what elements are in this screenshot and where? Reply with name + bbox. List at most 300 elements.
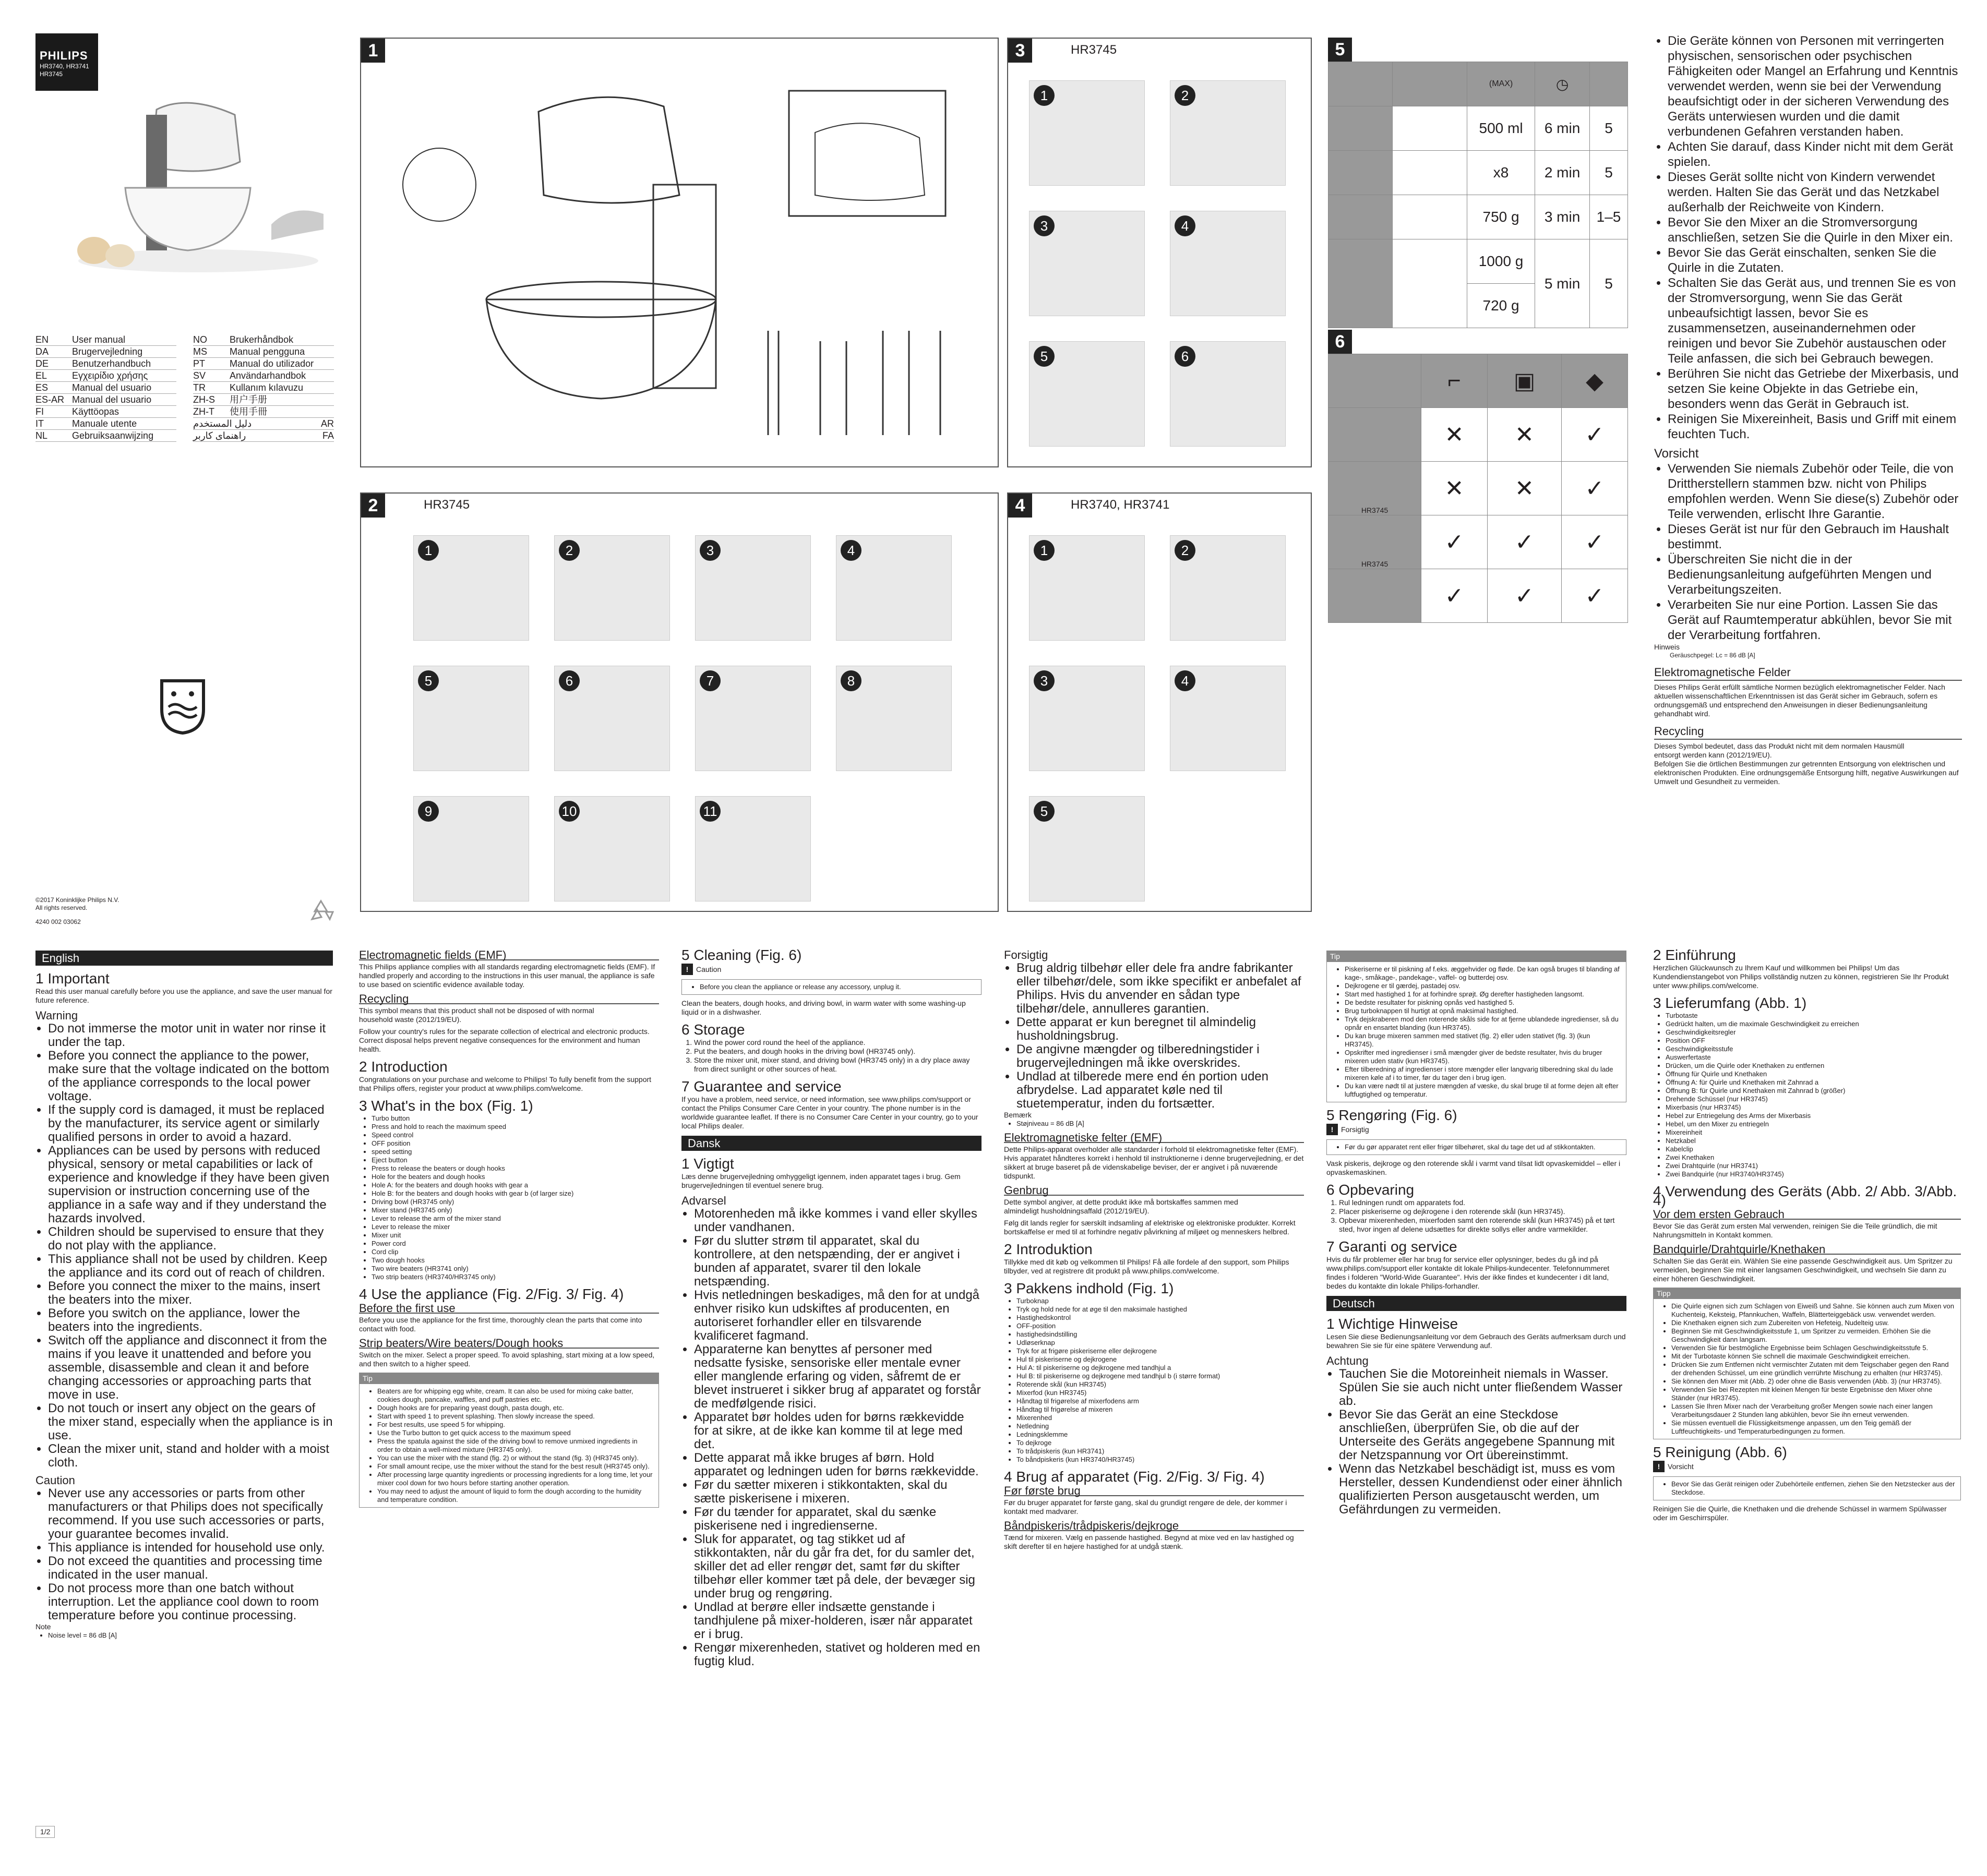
paragraph: Læs denne brugervejledning omhyggeligt igennem, inden apparatet tages i brug. Gem brugervejledningen til eventuel senere brug. — [681, 1172, 961, 1189]
list-item: • Lever to release the mixer — [372, 1223, 659, 1231]
speed: 5 — [1590, 151, 1628, 195]
caution-label: Caution — [696, 965, 722, 973]
list-item: • Motorenheden må ikke kommes i vand eller skylles under vandhanen. — [694, 1207, 981, 1234]
figure-number: 4 — [1008, 494, 1032, 518]
list-item: • To dejkroge — [1016, 1439, 1304, 1447]
amount: 1000 g — [1467, 239, 1535, 284]
check-icon: ✓ — [1488, 515, 1562, 569]
section-heading: Warning — [35, 1009, 78, 1022]
list-item: • Tauchen Sie die Motoreinheit niemals in Wasser. Spülen Sie sie auch nicht unter fließendem Wasser ab. — [1339, 1367, 1626, 1408]
list-item: • Zwei Bandquirle (nur HR3740/HR3745) — [1666, 1170, 1961, 1178]
cross-icon: ✕ — [1421, 408, 1488, 462]
list-item: 2. Put the beaters, and dough hooks in the driving bowl (HR3745 only). — [694, 1047, 981, 1056]
list-item: • Verarbeiten Sie nur eine Portion. Lassen Sie das Gerät auf Raumtemperatur abkühlen, bevor Sie mit der Verarbeitung fortfahren. — [1668, 597, 1962, 643]
tap-icon: ⌐ — [1421, 354, 1488, 408]
list-item: • Sie können den Mixer mit (Abb. 2) oder ohne die Basis verwenden (Abb. 3) (nur HR3745). — [1671, 1377, 1955, 1386]
lang-title: Manual pengguna — [230, 346, 305, 357]
list-item: • Speed control — [372, 1131, 659, 1139]
list-item: • Driving bowl (HR3745 only) — [372, 1198, 659, 1206]
list-item: • Zwei Drahtquirle (nur HR3741) — [1666, 1162, 1961, 1170]
list-item: • Use the Turbo button to get quick access to the maximum speed — [377, 1429, 653, 1437]
check-icon: ✓ — [1561, 569, 1627, 623]
language-bar: Dansk — [681, 1136, 981, 1151]
list-item: • Öffnung für Quirle und Knethaken — [1666, 1070, 1961, 1078]
list-item: • Undlad at berøre eller indsætte genstande i tandhjulene på mixer-holderen, især når apparatet er i brug. — [694, 1601, 981, 1641]
list-item: • Apparatet bør holdes uden for børns rækkevidde for at sikre, at de ikke kan komme til at lege med det. — [694, 1411, 981, 1451]
time: 3 min — [1535, 195, 1590, 239]
list-item: • Two strip beaters (HR3740/HR3745 only) — [372, 1273, 659, 1281]
note-heading: Note — [35, 1622, 51, 1631]
section-heading: Genbrug — [1004, 1186, 1304, 1196]
recycle-icon — [308, 898, 334, 924]
list-item: • Du kan bruge mixeren sammen med stativet (fig. 2) eller uden stativet (fig. 3) (kun HR3745). — [1345, 1032, 1621, 1049]
lang-code: NO — [193, 334, 207, 345]
tip-box — [359, 1373, 659, 1508]
mixer-stand-diagram — [382, 70, 977, 456]
list-item: • Hul B: til piskeriserne og dejkrogene med tandhjul b (i større format) — [1016, 1372, 1304, 1380]
list-item: • To trådpiskeris (kun HR3741) — [1016, 1447, 1304, 1456]
step-number: 9 — [418, 801, 439, 822]
list-item: • Hebel, um den Mixer zu entriegeln — [1666, 1120, 1961, 1128]
list-item: • Beaters are for whipping egg white, cream. It can also be used for mixing cake batter, cookies dough, pancake, waffles, and puff pastries etc. — [377, 1387, 653, 1404]
doc-number: 4240 002 03062 — [35, 918, 81, 925]
check-icon: ✓ — [1488, 569, 1562, 623]
list-item: • This appliance is intended for household use only. — [48, 1541, 333, 1555]
figure-model: HR3740, HR3741 — [1071, 498, 1170, 512]
paragraph: This Philips appliance complies with all standards regarding electromagnetic fields (EMF). If handled properly and according to the instructions in this user manual, the appliance is safe to use based on scientific evidence available today. — [359, 963, 655, 989]
section-heading: Caution — [35, 1474, 75, 1487]
list-item: • Tryk og hold nede for at øge til den maksimale hastighed — [1016, 1305, 1304, 1314]
list-item: 3. Opbevar mixerenheden, mixerfoden samt den roterende skål (kun HR3745) på et tørt sted, hvor ingen af delene udsættes for direkte sollys eller andre varmekilder. — [1339, 1216, 1626, 1234]
step-number: 2 — [1175, 540, 1195, 561]
lang-code: FA — [322, 430, 334, 441]
list-item: • This appliance shall not be used by children. Keep the appliance and its cord out of reach of children. — [48, 1253, 333, 1280]
tip-heading: Tip — [1327, 951, 1626, 962]
step-number: 4 — [1175, 670, 1195, 691]
paragraph: Before you use the appliance for the first time, thoroughly clean the parts that come into contact with food. — [359, 1316, 642, 1333]
german-safety-column — [1654, 33, 1962, 786]
list-item: • Rengør mixerenheden, stativet og holderen med en fugtig klud. — [694, 1641, 981, 1668]
list-item: • To båndpiskeris (kun HR3740/HR3745) — [1016, 1456, 1304, 1464]
lang-code: TR — [193, 382, 206, 393]
list-item: • You may need to adjust the amount of liquid to form the dough according to the humidity and temperature condition. — [377, 1487, 653, 1504]
paragraph: Lesen Sie diese Bedienungsanleitung vor dem Gebrauch des Geräts aufmerksam durch und bewahren Sie sie für eine spätere Verwendung auf. — [1326, 1332, 1626, 1350]
list-item: • Do not touch or insert any object on the gears of the mixer stand, especially when the appliance is in use. — [48, 1402, 333, 1442]
list-item: • Brug aldrig tilbehør eller dele fra andre fabrikanter eller tilbehør/dele, som ikke specifikt er anbefalet af Philips. Hvis du anvender en sådan type tilbehør/dele, annulleres garantien. — [1016, 961, 1304, 1016]
speed: 5 — [1590, 106, 1628, 151]
step-number: 1 — [418, 540, 439, 561]
list-item: • Du kan være nødt til at justere mængden af væske, du skal bruge til at forme dejen alt efter luftfugtighed og temperatur. — [1345, 1082, 1621, 1099]
lang-title: Användarhandbok — [230, 370, 306, 381]
list-item: • Before you clean the appliance or release any accessory, unplug it. — [700, 983, 976, 991]
paragraph: Før du bruger apparatet for første gang, skal du grundigt rengøre de dele, der kommer i kontakt med madvarer. — [1004, 1498, 1287, 1516]
list-item: • Håndtag til frigørelse af mixeren — [1016, 1405, 1304, 1414]
step-number: 5 — [1034, 346, 1055, 367]
paragraph: Tænd for mixeren. Vælg en passende hastighed. Begynd at mixe ved en lav hastighed og skift derefter til en højere hastighed for at undgå stænk. — [1004, 1533, 1294, 1550]
list-item: • Turbotaste — [1666, 1012, 1961, 1020]
list-item: • Drehende Schüssel (nur HR3745) — [1666, 1095, 1961, 1103]
lang-code: MS — [193, 346, 207, 357]
lang-code: PT — [193, 358, 206, 369]
list-item: • Berühren Sie nicht das Getriebe der Mixerbasis, und setzen Sie keine Objekte in das Getriebe ein, besonders wenn das Gerät in Gebrauch ist. — [1668, 366, 1962, 412]
lang-code: IT — [35, 418, 44, 429]
list-item: • Mixereinheit — [1666, 1128, 1961, 1137]
lang-title: Brugervejledning — [72, 346, 143, 357]
list-item: • Mixerenhed — [1016, 1414, 1304, 1422]
step-number: 2 — [1175, 85, 1195, 106]
paragraph: Befolgen Sie die örtlichen Bestimmungen zur getrennten Entsorgung von elektrischen und elektronischen Produkten. Eine ordnungsgemäße Entsorgung hilft, negative Auswirkungen auf Umwelt und Gesundheit zu vermeiden. — [1654, 760, 1959, 786]
note-heading: Bemærk — [1004, 1111, 1032, 1119]
section-heading: Elektromagnetische Felder — [1654, 665, 1962, 681]
list-item: • Før du gør apparatet rent eller frigør tilbehøret, skal du tage det ud af stikkontakten. — [1345, 1143, 1621, 1151]
step-number: 4 — [841, 540, 861, 561]
list-item: • Netzkabel — [1666, 1137, 1961, 1145]
list-item: • Dieses Gerät sollte nicht von Kindern verwendet werden. Halten Sie das Gerät und das Netzkabel außerhalb der Reichweite von Kindern. — [1668, 170, 1962, 215]
list-item: • Do not immerse the motor unit in water nor rinse it under the tap. — [48, 1022, 333, 1049]
figure-model: HR3745 — [1071, 43, 1117, 57]
list-item: • Two dough hooks — [372, 1256, 659, 1265]
section-heading: 3 Lieferumfang (Abb. 1) — [1653, 995, 1807, 1011]
step-number: 1 — [1034, 540, 1055, 561]
list-item: • For best results, use speed 5 for whipping. — [377, 1421, 653, 1429]
list-item: • Brug turboknappen til hurtigt at opnå maksimal hastighed. — [1345, 1007, 1621, 1015]
list-item: • Cord clip — [372, 1248, 659, 1256]
list-item: • Zwei Knethaken — [1666, 1153, 1961, 1162]
list-item: • Mixerbasis (nur HR3745) — [1666, 1103, 1961, 1112]
list-item: • Hebel zur Entriegelung des Arms der Mixerbasis — [1666, 1112, 1961, 1120]
mixer-product-photo — [63, 94, 334, 282]
list-item: • Die Quirle eignen sich zum Schlagen von Eiweiß und Sahne. Sie können auch zum Mixen von Kuchenteig, Keksteig, Pfannkuchen, Waffeln, Blätterteiggebäck usw. verwendet werden. — [1671, 1302, 1955, 1319]
figure-model: HR3745 — [424, 498, 470, 512]
list-item: 1. Wind the power cord round the heel of the appliance. — [694, 1038, 981, 1047]
lang-code: EL — [35, 370, 47, 381]
amount: 750 g — [1467, 195, 1535, 239]
section-heading: Båndpiskeris/trådpiskeris/dejkroge — [1004, 1521, 1304, 1531]
figure-2-panel — [360, 492, 999, 912]
step-number: 8 — [841, 670, 861, 691]
check-icon: ✓ — [1561, 408, 1627, 462]
list-item: • Öffnung B: für Quirle und Knethaken mit Zahnrad b (größer) — [1666, 1087, 1961, 1095]
paragraph: Dette Philips-apparat overholder alle standarder i forhold til elektromagnetiske felter (EMF). Hvis apparatet håndteres korrekt i henhold til instruktionerne i denne brugervejledning, er det sikkert at bruge baseret på de videnskabelige beviser, der er angivet i på nuværende tidspunkt. — [1004, 1145, 1304, 1180]
check-icon: ✓ — [1561, 515, 1627, 569]
paragraph: If you have a problem, need service, or need information, see www.philips.com/support or contact the Philips Consumer Care Center in your country. The phone number is in the worldwide guarantee leaflet. If there is no Consumer Care Center in your country, go to your local Philips dealer. — [681, 1095, 978, 1130]
noise-level: • Noise level = 86 dB [A] — [48, 1631, 333, 1640]
figure-6-number: 6 — [1328, 330, 1352, 354]
lang-code: ES — [35, 382, 49, 393]
section-heading: 1 Vigtigt — [681, 1156, 734, 1172]
list-item: • Switch off the appliance and disconnect it from the mains if you leave it unattended and before you assemble, disassemble and clean it and before changing accessories or approaching parts that move in use. — [48, 1334, 333, 1402]
figure-5-number: 5 — [1328, 38, 1352, 62]
caution-icon: ! — [1653, 1461, 1665, 1472]
german-column — [1653, 947, 1961, 1525]
list-item: • Efter tilberedning af ingredienser i store mængder eller langvarig tilberedning skal du lade mixeren køle af i to timer, før du tager den i brug igen. — [1345, 1065, 1621, 1082]
figure-5-table — [1328, 62, 1628, 328]
language-table-left — [35, 334, 176, 442]
lang-title: دليل المستخدم — [193, 418, 252, 429]
lang-title: Manual do utilizador — [230, 358, 314, 369]
lang-code: DA — [35, 346, 49, 357]
paragraph: Vask piskeris, dejkroge og den roterende skål i varmt vand tilsat lidt opvaskemiddel – eller i opvaskemaskinen. — [1326, 1159, 1621, 1176]
section-heading: Før første brug — [1004, 1486, 1304, 1496]
time: 6 min — [1535, 106, 1590, 151]
list-item: • Geschwindigkeitsregler — [1666, 1028, 1961, 1037]
language-bar: Deutsch — [1326, 1296, 1626, 1311]
list-item: • Drücken, um die Quirle oder Knethaken zu entfernen — [1666, 1062, 1961, 1070]
rights: All rights reserved. — [35, 904, 88, 911]
list-item: • Dette apparat må ikke bruges af børn. Hold apparatet og ledningen uden for børns rækkevidde. — [694, 1451, 981, 1478]
lang-code: ZH-T — [193, 406, 214, 417]
list-item: • Bevor Sie das Gerät einschalten, senken Sie die Quirle in die Zutaten. — [1668, 245, 1962, 275]
list-item: • Turboknap — [1016, 1297, 1304, 1305]
amount: x8 — [1467, 151, 1535, 195]
step-number: 7 — [700, 670, 721, 691]
model-line-2: HR3745 — [40, 70, 63, 78]
step-number: 4 — [1175, 215, 1195, 236]
english-column-1 — [35, 951, 333, 1640]
brand-name: PHILIPS — [40, 49, 88, 62]
list-item: • You can use the mixer with the stand (fig. 2) or without the stand (fig. 3) (HR3745 only). — [377, 1454, 653, 1462]
list-item: • Bevor Sie das Gerät reinigen oder Zubehörteile entfernen, ziehen Sie den Netzstecker aus der Steckdose. — [1671, 1480, 1955, 1497]
check-icon: ✓ — [1561, 462, 1627, 515]
section-heading: 6 Opbevaring — [1326, 1182, 1415, 1198]
english-column-2 — [359, 948, 659, 1512]
noise-level: • Støjniveau = 86 dB [A] — [1016, 1120, 1304, 1128]
step-number: 3 — [1034, 215, 1055, 236]
list-item: • Roterende skål (kun HR3745) — [1016, 1380, 1304, 1389]
list-item: • Bevor Sie das Gerät an eine Steckdose anschließen, überprüfen Sie, ob die auf der Unterseite des Geräts angegebene Spannung mit der Netzspannung vor Ort übereinstimmt. — [1339, 1408, 1626, 1462]
paragraph: This symbol means that this product shall not be disposed of with normal household waste (2012/19/EU). — [359, 1006, 594, 1024]
step-number: 10 — [559, 801, 580, 822]
section-heading: 4 Brug af apparatet (Fig. 2/Fig. 3/ Fig. 4) — [1004, 1469, 1265, 1485]
section-heading: Before the first use — [359, 1304, 659, 1314]
list-item: • Do not exceed the quantities and processing time indicated in the user manual. — [48, 1555, 333, 1582]
brand-logo — [35, 33, 98, 91]
list-item: • Children should be supervised to ensure that they do not play with the appliance. — [48, 1225, 333, 1253]
list-item: • Ledningsklemme — [1016, 1430, 1304, 1439]
lang-title: Εγχειρίδιο χρήσης — [72, 370, 148, 381]
list-item: 1. Rul ledningen rundt om apparatets fod. — [1339, 1198, 1626, 1207]
figure-1-panel — [360, 38, 999, 467]
lang-code: AR — [320, 418, 334, 429]
step-number: 1 — [1034, 85, 1055, 106]
list-item: • Dette apparat er kun beregnet til almindelig husholdningsbrug. — [1016, 1016, 1304, 1043]
lang-code: DE — [35, 358, 49, 369]
list-item: • Opskrifter med ingredienser i små mængder giver de bedste resultater, hvis du bruger mixeren uden stativ (kun HR3745). — [1345, 1049, 1621, 1065]
cross-icon: ✕ — [1421, 462, 1488, 515]
list-item: • Før du sætter mixeren i stikkontakten, skal du sætte piskerisene i mixeren. — [694, 1478, 981, 1506]
section-heading: Forsigtig — [1004, 948, 1048, 961]
dishwasher-icon: ▣ — [1488, 354, 1562, 408]
note-heading: Hinweis — [1654, 643, 1680, 651]
list-item: • Mixer stand (HR3745 only) — [372, 1206, 659, 1214]
list-item: • Drücken Sie zum Entfernen nicht vermischter Zutaten mit dem Teigschaber gegen den Rand der drehenden Schüssel, um eine gründlich verrührte Mischung zu erhalten (nur HR3745). — [1671, 1361, 1955, 1377]
check-icon: ✓ — [1421, 515, 1488, 569]
paragraph: Følg dit lands regler for særskilt indsamling af elektriske og elektroniske produkter. Korrekt bortskaffelse er med til at forhindre negativ påvirkning af miljøet og menneskers helbred. — [1004, 1219, 1296, 1236]
list-item: • Verwenden Sie für bestmögliche Ergebnisse beim Schlagen Geschwindigkeitsstufe 5. — [1671, 1344, 1955, 1352]
list-item: 3. Store the mixer unit, mixer stand, and driving bowl (HR3745 only) in a dry place away from direct sunlight or other sources of heat. — [694, 1056, 981, 1074]
list-item: • Die Knethaken eignen sich zum Zubereiten von Hefeteig, Nudelteig usw. — [1671, 1319, 1955, 1327]
figure-number: 1 — [361, 39, 385, 63]
list-item: • Dough hooks are for preparing yeast dough, pasta dough, etc. — [377, 1404, 653, 1412]
lang-title: 用户手册 — [230, 394, 267, 405]
list-item: • Sluk for apparatet, og tag stikket ud af stikkontakten, når du går fra det, for du samler det, skiller det ad eller rengør det, samt før du skifter tilbehør eller kommer tæt på dele, der bevæger sig under brug og rengøring. — [694, 1533, 981, 1601]
lang-title: راهنمای کاربر — [193, 430, 246, 441]
list-item: • Before you switch on the appliance, lower the beaters into the ingredients. — [48, 1307, 333, 1334]
section-heading: 1 Important — [35, 970, 110, 987]
list-item: • Überschreiten Sie nicht die in der Bedienungsanleitung aufgeführten Mengen und Verarbeitungszeiten. — [1668, 552, 1962, 597]
list-item: • Hole B: for the beaters and dough hooks with gear b (of larger size) — [372, 1189, 659, 1198]
tip-box — [1326, 951, 1626, 1102]
list-item: • Tryk dejskraberen mod den roterende skåls side for at fjerne ublandede ingredienser, så du opnår en ensartet blanding (kun HR3745). — [1345, 1015, 1621, 1032]
list-item: • Schalten Sie das Gerät aus, und trennen Sie es von der Stromversorgung, wenn Sie das Gerät unbeaufsichtigt lassen, bevor Sie es zusammensetzen, auseinandernehmen oder reinigen und bevor Sie Zubehör austauschen oder Teile anfassen, die sich bei Gebrauch bewegen. — [1668, 275, 1962, 366]
list-item: • Udløserknap — [1016, 1339, 1304, 1347]
list-item: • Før du slutter strøm til apparatet, skal du kontrollere, at den netspænding, der er angivet i bunden af apparatet, svarer til den lokale netspænding. — [694, 1234, 981, 1289]
paragraph: Reinigen Sie die Quirle, die Knethaken und die drehende Schüssel in warmem Spülwasser oder im Geschirrspüler. — [1653, 1505, 1947, 1522]
lang-code: ES-AR — [35, 394, 65, 405]
paragraph: Herzlichen Glückwunsch zu Ihrem Kauf und willkommen bei Philips! Um das Kundendienstangebot von Philips vollständig nutzen zu können, registrieren Sie Ihr Produkt unter www.philips.com/welcome. — [1653, 964, 1949, 990]
paragraph: Clean the beaters, dough hooks, and driving bowl, in warm water with some washing-up liquid or in a dishwasher. — [681, 999, 966, 1016]
list-item: • Power cord — [372, 1240, 659, 1248]
list-item: • OFF-position — [1016, 1322, 1304, 1330]
list-item: • Eject button — [372, 1156, 659, 1164]
list-item: • Start med hastighed 1 for at forhindre sprøjt. Øg derefter hastigheden langsomt. — [1345, 990, 1621, 999]
language-table-right — [193, 334, 334, 442]
lang-title: 使用手冊 — [230, 406, 267, 417]
step-number: 6 — [559, 670, 580, 691]
tip-heading: Tip — [360, 1373, 659, 1384]
section-heading: Bandquirle/Drahtquirle/Knethaken — [1653, 1245, 1961, 1255]
list-item: • Dejkrogene er til gærdej, pastadej osv. — [1345, 982, 1621, 990]
section-heading: 3 Pakkens indhold (Fig. 1) — [1004, 1280, 1174, 1296]
section-heading: Electromagnetic fields (EMF) — [359, 951, 659, 960]
list-item: • Sie müssen eventuell die Flüssigkeitsmenge anpassen, um den Teig gemäß der Luftfeuchtigkeits- und Temperaturbedingungen zu formen. — [1671, 1419, 1955, 1436]
paragraph: Hvis du får problemer eller har brug for service eller oplysninger, bedes du gå ind på www.philips.com/support eller kontakte dit lokale Philips-kundecenter. Telefonnummeret findes i folderen "World-Wide Guarantee". Hvis der ikke findes et kundecenter i dit land, bedes du kontakte din lokale Philips-forhandler. — [1326, 1255, 1610, 1290]
clock-icon: ◷ — [1535, 62, 1590, 106]
list-item: • Hul A: til piskeriserne og dejkrogene med tandhjul a — [1016, 1364, 1304, 1372]
time: 2 min — [1535, 151, 1590, 195]
list-item: • Geschwindigkeitsstufe — [1666, 1045, 1961, 1053]
section-heading: 4 Verwendung des Geräts (Abb. 2/ Abb. 3/Abb. 4) — [1653, 1183, 1957, 1208]
list-item: 2. Placer piskeriserne og dejkrogene i den roterende skål (kun HR3745). — [1339, 1207, 1626, 1216]
list-item: • Dieses Gerät ist nur für den Gebrauch im Haushalt bestimmt. — [1668, 522, 1962, 552]
paragraph: Dette symbol angiver, at dette produkt ikke må bortskaffes sammen med almindeligt husholdningsaffald (2012/19/EU). — [1004, 1198, 1238, 1215]
figure-6-table — [1328, 354, 1628, 623]
lang-code: ZH-S — [193, 394, 215, 405]
list-item: • Verwenden Sie bei Rezepten mit kleinen Mengen für beste Ergebnisse den Mixer ohne Ständer (nur HR3745). — [1671, 1386, 1955, 1402]
list-item: • Never use any accessories or parts from other manufacturers or that Philips does not specifically recommend. If you use such accessories or parts, your guarantee becomes invalid. — [48, 1487, 333, 1541]
danish-german-column — [1326, 951, 1626, 1517]
language-bar: English — [35, 951, 333, 966]
list-item: • Two wire beaters (HR3741 only) — [372, 1265, 659, 1273]
speed: 1–5 — [1590, 195, 1628, 239]
list-item: • Håndtag til frigørelse af mixerfodens arm — [1016, 1397, 1304, 1405]
section-heading: 6 Storage — [681, 1021, 745, 1038]
list-item: • hastighedsindstilling — [1016, 1330, 1304, 1339]
section-heading: 2 Einführung — [1653, 947, 1736, 963]
section-heading: 2 Introduction — [359, 1059, 448, 1075]
section-heading: Achtung — [1326, 1354, 1369, 1367]
figure-3-panel — [1007, 38, 1312, 467]
section-heading: Recycling — [1654, 724, 1962, 740]
lang-title: Brukerhåndbok — [230, 334, 294, 345]
list-item: • De angivne mængder og tilberedningstider i brugervejledningen må ikke overskrides. — [1016, 1043, 1304, 1070]
list-item: • Auswerfertaste — [1666, 1053, 1961, 1062]
cloth-icon: ◆ — [1561, 354, 1627, 408]
figure-number: 2 — [361, 494, 385, 518]
list-item: • Mixerfod (kun HR3745) — [1016, 1389, 1304, 1397]
step-number: 5 — [418, 670, 439, 691]
section-heading: 7 Garanti og service — [1326, 1238, 1457, 1255]
list-item: • Kabelclip — [1666, 1145, 1961, 1153]
caution-icon: ! — [681, 964, 693, 975]
lang-title: Manual del usuario — [72, 382, 152, 393]
paragraph: Bevor Sie das Gerät zum ersten Mal verwenden, reinigen Sie die Teile gründlich, die mit Nahrungsmitteln in Kontakt kommen. — [1653, 1222, 1937, 1239]
paragraph: Congratulations on your purchase and welcome to Philips! To fully benefit from the support that Philips offers, register your product at www.philips.com/welcome. — [359, 1075, 652, 1092]
list-item: • Press and hold to reach the maximum speed — [372, 1123, 659, 1131]
max-label: (MAX) — [1489, 79, 1513, 88]
section-heading: Recycling — [359, 994, 659, 1004]
lang-title: Benutzerhandbuch — [72, 358, 151, 369]
list-item: • Piskeriserne er til piskning af f.eks. æggehvider og fløde. De kan også bruges til blanding af kage-, småkage-, pandekage-, vaffel- og butterdej osv. — [1345, 965, 1621, 982]
noise-level: Geräuschpegel: Lc = 86 dB [A] — [1670, 652, 1755, 659]
list-item: • Apparaterne kan benyttes af personer med nedsatte fysiske, sensoriske eller mentale evner eller manglende erfaring og viden, såfremt de er blevet instrueret i sikker brug af apparatet og forstår de medfølgende risici. — [694, 1343, 981, 1411]
lang-title: Manual del usuario — [72, 394, 152, 405]
list-item: • OFF position — [372, 1139, 659, 1148]
list-item: • For small amount recipe, use the mixer without the stand for the best result (HR3745 only). — [377, 1462, 653, 1471]
list-item: • Verwenden Sie niemals Zubehör oder Teile, die von Drittherstellern stammen bzw. nicht von Philips empfohlen werden. Wenn Sie diese(s) Zubehör oder Teile verwenden, erlischt Ihre Garantie. — [1668, 461, 1962, 522]
amount: 720 g — [1467, 284, 1535, 328]
list-item: • Bevor Sie den Mixer an die Stromversorgung anschließen, setzen Sie die Quirle in den Mixer ein. — [1668, 215, 1962, 245]
section-heading: 7 Guarantee and service — [681, 1078, 842, 1095]
list-item: • Before you connect the mixer to the mains, insert the beaters into the mixer. — [48, 1280, 333, 1307]
list-item: • Hastighedskontrol — [1016, 1314, 1304, 1322]
speed: 5 — [1590, 239, 1628, 328]
list-item: • Öffnung A: für Quirle und Knethaken mit Zahnrad a — [1666, 1078, 1961, 1087]
lang-code: NL — [35, 430, 48, 441]
caution-label: Vorsicht — [1668, 1462, 1694, 1471]
list-item: • Beginnen Sie mit Geschwindigkeitsstufe 1, um Spritzer zu vermeiden. Erhöhen Sie die Geschwindigkeit dann langsam. — [1671, 1327, 1955, 1344]
list-item: • Tryk for at frigøre piskeriserne eller dejkrogene — [1016, 1347, 1304, 1355]
list-item: • Lever to release the arm of the mixer stand — [372, 1214, 659, 1223]
paragraph: Switch on the mixer. Select a proper speed. To avoid splashing, start mixing at a low speed, and then switch to a higher speed. — [359, 1351, 655, 1368]
caution-icon: ! — [1326, 1124, 1338, 1135]
list-item: • Before you connect the appliance to the power, make sure that the voltage indicated on the bottom of the appliance corresponds to the local power voltage. — [48, 1049, 333, 1103]
lang-title: Kullanım kılavuzu — [230, 382, 304, 393]
list-item: • Mixer unit — [372, 1231, 659, 1240]
list-item: • Appliances can be used by persons with reduced physical, sensory or metal capabilities or lack of experience and knowledge if they have been given supervision or instruction concerning use of the appliance in a safe way and if they understand the hazards involved. — [48, 1144, 333, 1225]
amount: 500 ml — [1467, 106, 1535, 151]
list-item: • Clean the mixer unit, stand and holder with a moist cloth. — [48, 1442, 333, 1470]
list-item: • Før du tænder for apparatet, skal du sænke piskerisene ned i ingredienserne. — [694, 1506, 981, 1533]
danish-column-1 — [1004, 948, 1304, 1554]
copyright: ©2017 Koninklijke Philips N.V. — [35, 896, 119, 904]
page-number: 1/2 — [35, 1826, 55, 1838]
list-item: • Turbo button — [372, 1114, 659, 1123]
section-heading: 3 What's in the box (Fig. 1) — [359, 1098, 533, 1114]
list-item: • Mit der Turbotaste können Sie schnell die maximale Geschwindigkeit erreichen. — [1671, 1352, 1955, 1361]
section-heading: 5 Reinigung (Abb. 6) — [1653, 1444, 1787, 1460]
list-item: • If the supply cord is damaged, it must be replaced by the manufacturer, its service agent or similarly qualified persons in order to avoid a hazard. — [48, 1103, 333, 1144]
model-label: HR3745 — [1361, 560, 1388, 568]
step-number: 11 — [700, 801, 721, 822]
lang-title: User manual — [72, 334, 126, 345]
figure-4-panel — [1007, 492, 1312, 912]
list-item: • Undlad at tilberede mere end én portion uden afbrydelse. Lad apparatet køle ned til stuetemperatur, inden du fortsætter. — [1016, 1070, 1304, 1111]
tip-box — [1653, 1288, 1961, 1439]
cross-icon: ✕ — [1488, 462, 1562, 515]
section-heading: Advarsel — [681, 1194, 726, 1207]
lang-code: EN — [35, 334, 49, 345]
